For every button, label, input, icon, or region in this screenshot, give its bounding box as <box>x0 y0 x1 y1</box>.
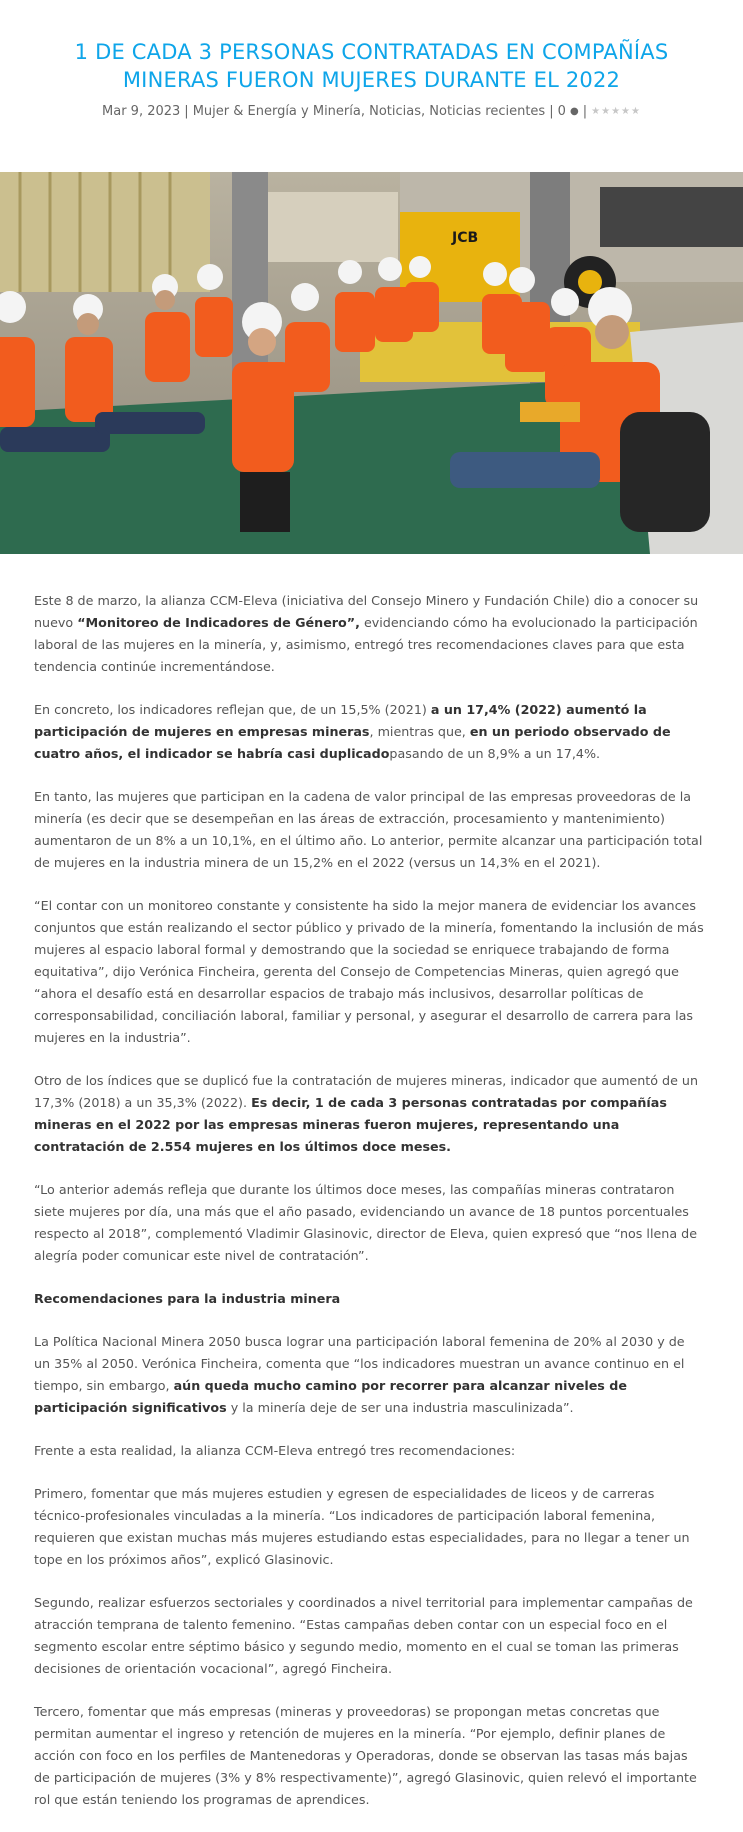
article-title <box>52 38 692 94</box>
rating-stars[interactable]: ★★★★★ <box>591 106 641 117</box>
paragraph-1 <box>34 590 704 678</box>
p7-text-a: La Política Nacional Minera 2050 busca lograr una participación laboral femenina de 20% al 2030 y de un 35% al 2050. Verónica Fincheira, comenta que “los indicadores muestran un avance continuo en el tiempo, sin embargo, <box>34 1334 685 1393</box>
article-header <box>0 0 743 119</box>
p2-text-c: , mientras que, <box>369 724 470 739</box>
title-line-1: 1 DE CADA 3 PERSONAS CONTRATADAS EN COMPAÑÍAS <box>74 40 669 64</box>
paragraph-8: Frente a esta realidad, la alianza CCM-Eleva entregó tres recomendaciones: <box>34 1443 516 1458</box>
category-link-noticias[interactable]: Noticias <box>369 104 421 119</box>
paragraph-6: “Lo anterior además refleja que durante los últimos doce meses, las compañías mineras contrataron siete mujeres por día, una más que el año pasado, evidenciando un avance de 18 puntos porcentuales respecto al 2018”, complementó Vladimir Glasinovic, director de Eleva, quien expresó que “nos llena de alegría poder comunicar este nivel de contratación”. <box>34 1182 698 1263</box>
paragraph-11: Tercero, fomentar que más empresas (mineras y proveedoras) se propongan metas concretas que permitan aumentar el ingreso y retención de mujeres en la minería. “Por ejemplo, definir planes de acción con foco en los perfiles de Mantenedoras y Operadoras, donde se observan las tasas más bajas de participación de mujeres (3% y 8% respectivamente)”, agregó Glasinovic, quien relevó el importante rol que están teniendo los programas de aprendices. <box>34 1704 697 1807</box>
paragraph-9: Primero, fomentar que más mujeres estudien y egresen de especialidades de liceos y de carreras técnico-profesionales vinculadas a la minería. “Los indicadores de participación laboral femenina, requieren que existan muchas más mujeres estudiando estas especialidades, para no llegar a tener un tope en los próximos años”, explicó Glasinovic. <box>34 1486 690 1567</box>
p1-text-c: evidenciando cómo ha evolucionado la participación laboral de las mujeres en la minería, y, asimismo, entregó tres recomendaciones claves para que esta tendencia continúe incrementándose. <box>34 615 698 674</box>
p2-bold-d: en un periodo observado de cuatro años, el indicador se habría casi duplicado <box>34 724 671 761</box>
p7-text-c: y la minería deje de ser una industria masculinizada”. <box>226 1400 574 1415</box>
p2-bold-b: a un 17,4% (2022) aumentó la participación de mujeres en empresas mineras <box>34 702 647 739</box>
paragraph-3: En tanto, las mujeres que participan en la cadena de valor principal de las empresas proveedoras de la minería (es decir que se desempeñan en las áreas de extracción, procesamiento y mantenimiento) aumentaron de un 8% a un 10,1%, en el último año. Lo anterior, permite alcanzar una participación total de mujeres en la industria minera de un 15,2% en el 2022 (versus un 14,3% en el 2021). <box>34 789 703 870</box>
paragraph-2 <box>34 699 704 765</box>
p5-bold: Es decir, 1 de cada 3 personas contratadas por compañías mineras en el 2022 por las empresas mineras fueron mujeres, representando una contratación de 2.554 mujeres en los últimos doce meses. <box>34 1095 667 1154</box>
paragraph-7 <box>34 1331 704 1419</box>
jcb-sign: JCB <box>452 230 479 246</box>
article-body <box>34 590 704 1832</box>
p5-text-a: Otro de los índices que se duplicó fue la contratación de mujeres mineras, indicador que aumentó de un 17,3% (2018) a un 35,3% (2022). <box>34 1073 699 1110</box>
comment-bubble-icon: ● <box>570 106 579 117</box>
p1-bold: “Monitoreo de Indicadores de Género”, <box>77 615 360 630</box>
post-date: Mar 9, 2023 <box>102 104 181 119</box>
post-meta: Mar 9, 2023 | Mujer & Energía y Minería, Noticias, Noticias recientes | 0 ● | ★★★★★ <box>102 104 641 119</box>
category-link-noticias-recientes[interactable]: Noticias recientes <box>429 104 546 119</box>
comments-link[interactable] <box>558 104 579 119</box>
paragraph-4: “El contar con un monitoreo constante y consistente ha sido la mejor manera de evidenciar los avances conjuntos que están realizando el sector público y privado de la minería, fomentando la inclusión de más mujeres al espacio laboral formal y demostrando que la sociedad se enriquece trabajando de forma equitativa”, dijo Verónica Fincheira, gerenta del Consejo de Competencias Mineras, quien agregó que “ahora el desafío está en desarrollar espacios de trabajo más inclusivos, desarrollar políticas de corresponsabilidad, conciliación laboral, familiar y personal, y asegurar el desarrollo de carrera para las mujeres en la industria”. <box>34 898 704 1045</box>
paragraph-5 <box>34 1070 704 1158</box>
category-link-mujer[interactable]: Mujer & Energía y Minería <box>192 104 361 119</box>
paragraph-10: Segundo, realizar esfuerzos sectoriales y coordinados a nivel territorial para implementar campañas de atracción temprana de talento femenino. “Estas campañas deben contar con un especial foco en el segmento escolar entre séptimo básico y segundo medio, momento en el cual se toman las primeras decisiones de orientación vocacional”, agregó Fincheira. <box>34 1595 693 1676</box>
p2-text-a: En concreto, los indicadores reflejan que, de un 15,5% (2021) <box>34 702 431 717</box>
hero-image <box>0 172 743 554</box>
p2-text-e: pasando de un 8,9% a un 17,4%. <box>389 746 601 761</box>
comments-count: 0 <box>557 104 566 119</box>
hero-photo-illustration <box>0 172 743 554</box>
p7-bold: aún queda mucho camino por recorrer para alcanzar niveles de participación significativos <box>34 1378 627 1415</box>
p1-text-a: Este 8 de marzo, la alianza CCM-Eleva (iniciativa del Consejo Minero y Fundación Chile) dio a conocer su nuevo <box>34 593 699 630</box>
title-line-2: MINERAS FUERON MUJERES DURANTE EL 2022 <box>122 68 621 92</box>
section-heading: Recomendaciones para la industria minera <box>34 1291 341 1306</box>
